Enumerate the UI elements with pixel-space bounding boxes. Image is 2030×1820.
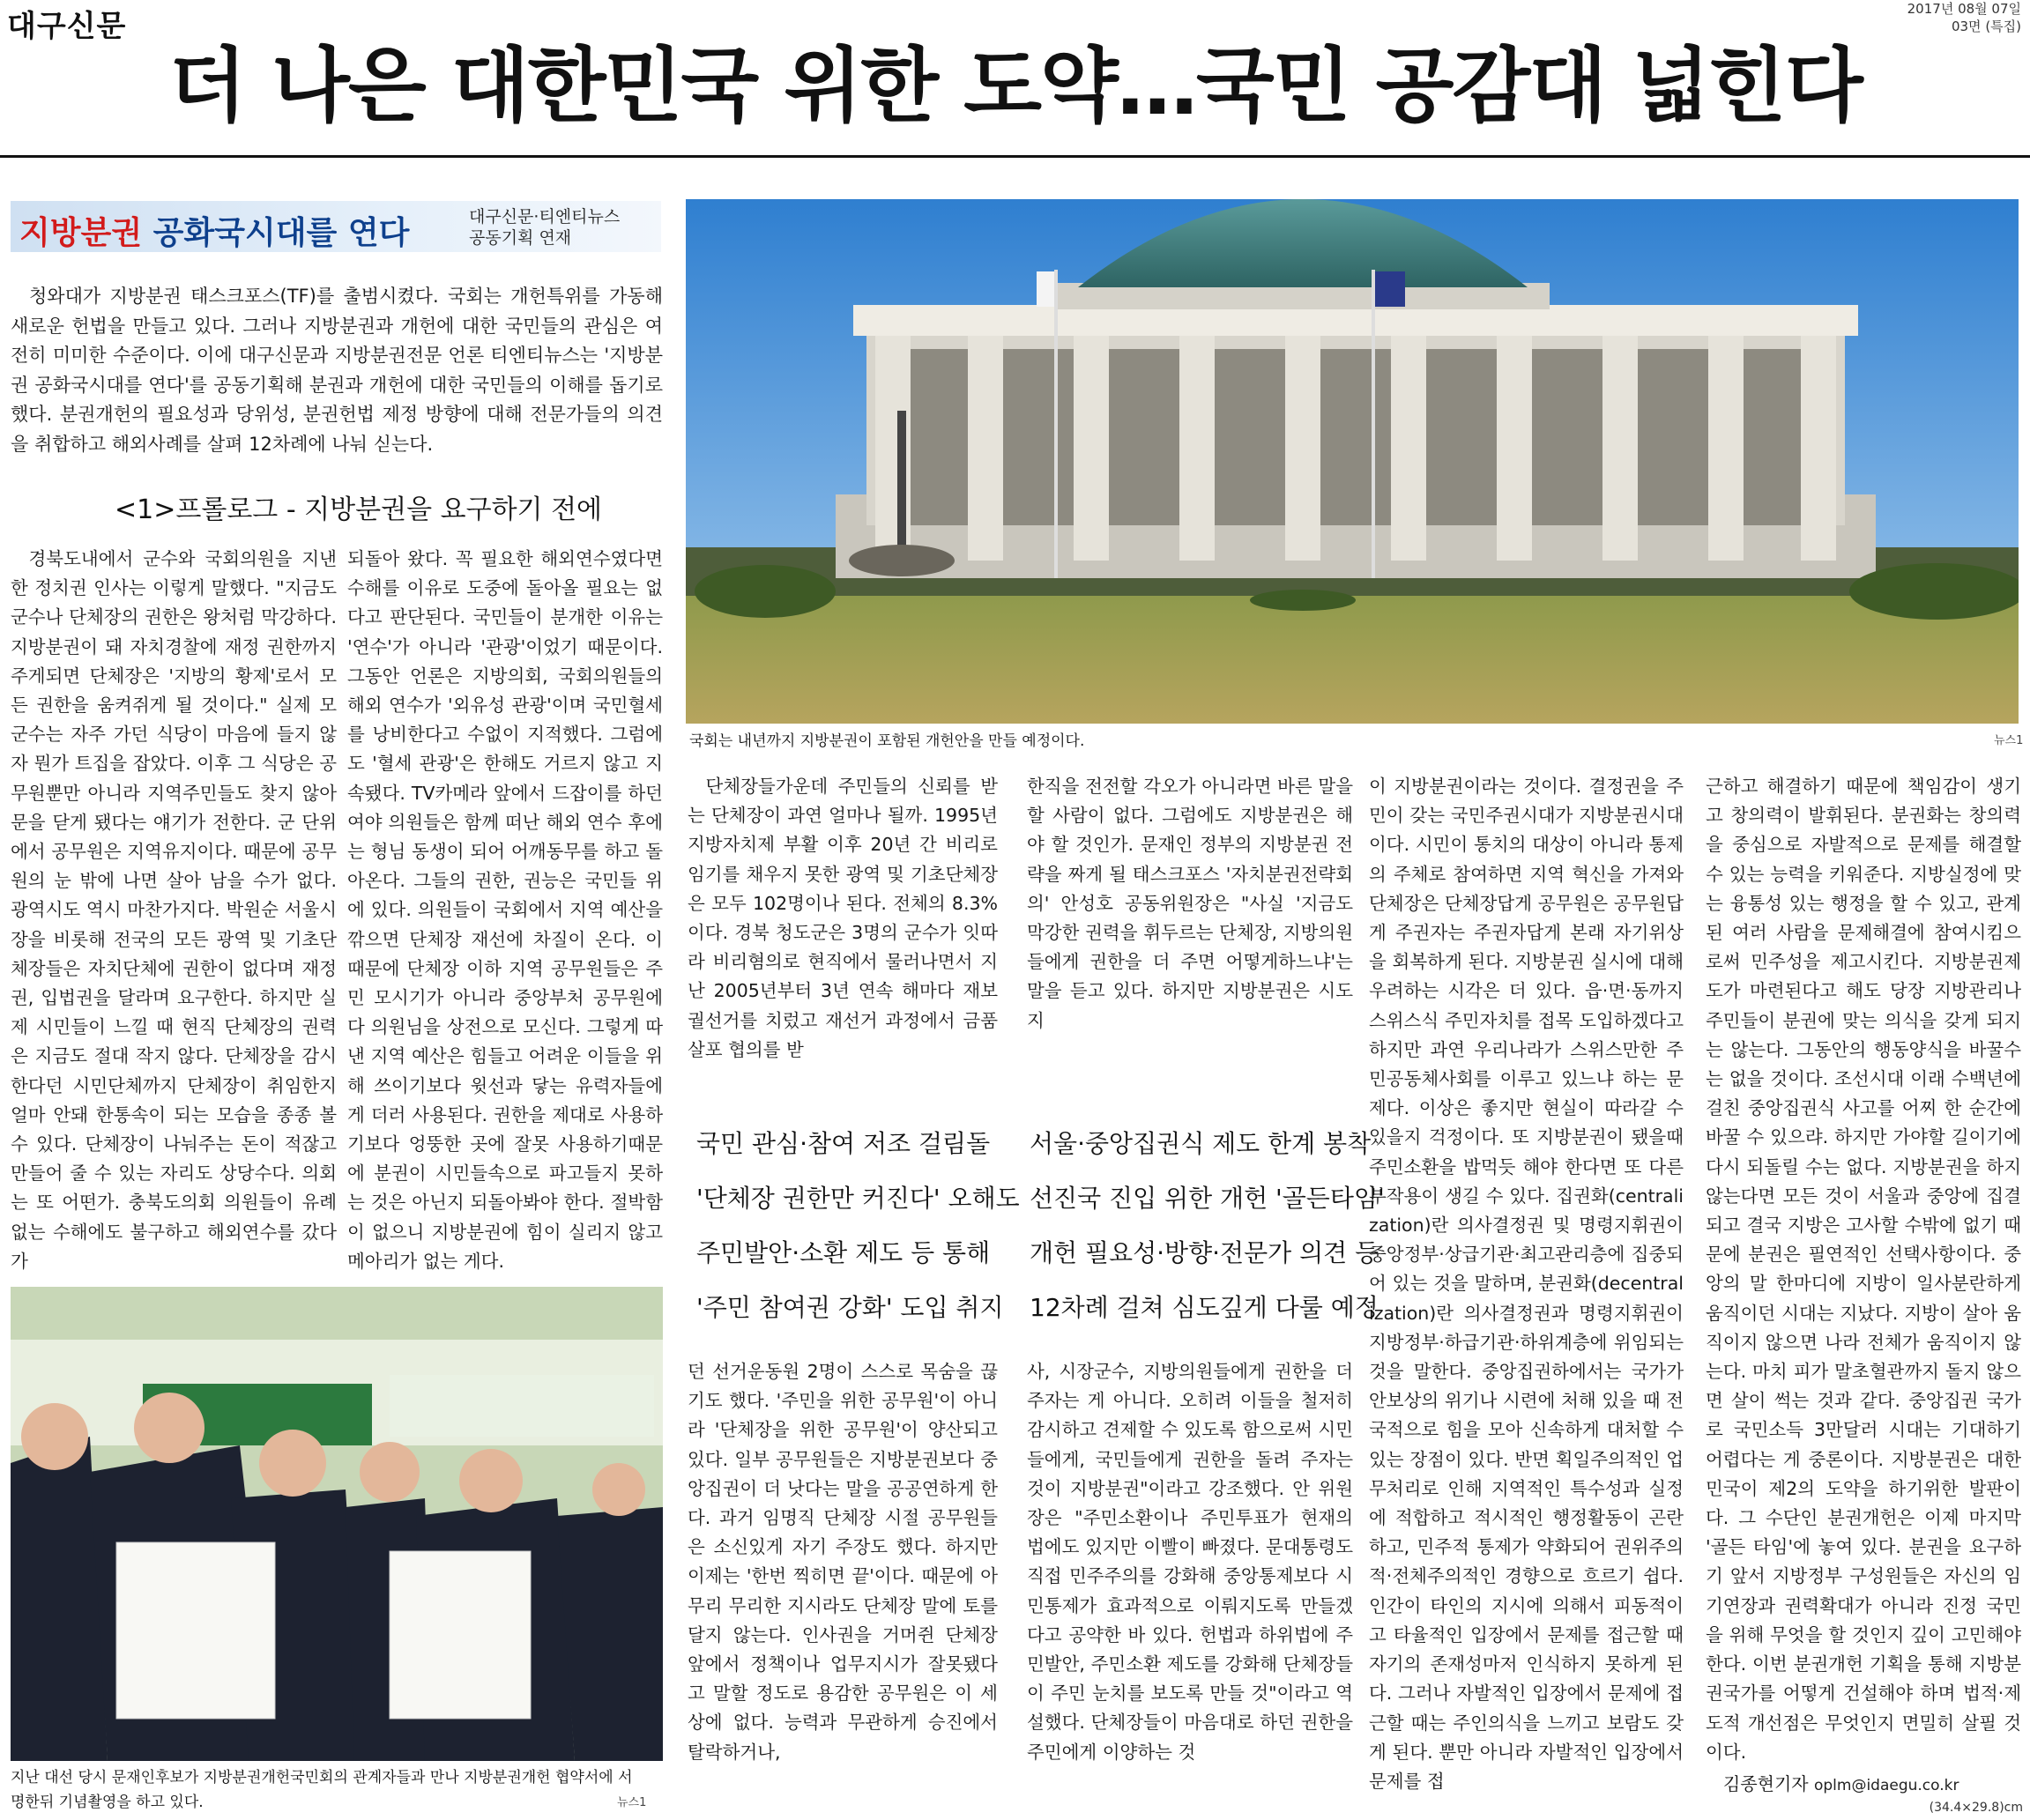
signing-ceremony-photo — [11, 1287, 663, 1761]
issue-date: 2017년 08월 07일 — [1907, 1, 2021, 17]
national-assembly-illustration — [686, 199, 2019, 724]
intro-text: 청와대가 지방분권 태스크포스(TF)를 출범시켰다. 국회는 개헌특위를 가동해 새로운 헌법을 만들고 있다. 그러나 지방분권과 개헌에 대한 국민들의 관심은 여전히 미미한 수준이다. 이에 대구신문과 지방분권전문 언론 티엔티뉴스는 '지방분권 공화국시대를 연다'를 공동기획해 분권과 개헌에 대한 국민들의 이해를 돕기로했다. 분권개헌의 필요성과 당위성, 분권헌법 제정 방향에 대해 전문가들의 의견을 취합하고 해외사례를 살펴 12차례에 나눠 싣는다. — [11, 286, 663, 455]
top-photo-caption: 국회는 내년까지 지방분권이 포함된 개헌안을 만들 예정이다. — [689, 732, 1085, 750]
article-column-4 — [1027, 772, 1353, 1036]
series-subtitle — [469, 206, 620, 249]
column-text: 경북도내에서 군수와 국회의원을 지낸 한 정치권 인사는 이렇게 말했다. "지금도 군수나 단체장의 권한은 왕처럼 막강하다. 지방분권이 돼 자치경찰에 재정 권한까지 주게되면 단체장은 '지방의 황제'로서 모든 권한을 움켜쥐게 될 것이다." 실제 모 군수는 자주 가던 식당이 마음에 들지 않자 뭔가 트집을 잡았다. 이후 그 식당은 공무원뿐만 아니라 지역주민들도 찾지 않아 문을 닫게 됐다는 얘기가 전한다. 군 단위에서 공무원은 지역유지이다. 때문에 공무원의 눈 밖에 나면 살아 남을 수가 없다. 광역시도 역시 마찬가지다. 박원순 서울시장을 비롯해 전국의 모든 광역 및 기초단체장들은 자치단체에 권한이 없다며 재정권, 입법권을 달라며 요구한다. 하지만 실제 시민들이 느낄 때 현직 단체장의 권력은 지금도 절대 작지 않다. 단체장을 감시한다던 시민단체까지 단체장이 취임한지 얼마 안돼 한통속이 되는 모습을 종종 볼 수 있다. 단체장이 나눠주는 돈이 적잖고 만들어 줄 수 있는 자리도 상당수다. 의회는 또 어떤가. 충북도의회 의원들이 유례없는 수해에도 불구하고 해외연수를 갔다가 — [11, 548, 337, 1272]
issue-info — [1907, 0, 2021, 35]
article-column-1 — [11, 545, 337, 1276]
article-column-3 — [688, 772, 998, 1065]
column-text: 이 지방분권이라는 것이다. 결정권을 주민이 갖는 국민주권시대가 지방분권시대이다. 시민이 통치의 대상이 아니라 통제의 주체로 참여하면 지역 혁신을 가져와 단체장은 단체장답게 공무원은 공무원답게 주권자는 주권자답게 본래 자기위상을 회복하게 된다. 지방분권 실시에 대해 우려하는 시각은 더 있다. 읍·면·동까지 스위스식 주민자치를 접목 도입하겠다고 하지만 과연 우리나라가 스위스만한 주민공동체사회를 이루고 있느냐 하는 문제다. 이상은 좋지만 현실이 따라갈 수 있을지 걱정이다. 또 지방분권이 됐을때 주민소환을 밥먹듯 해야 한다면 또 다른 부작용이 생길 수 있다. 집권화(centralization)란 의사결정권 및 명령지휘권이 중앙정부·상급기관·최고관리층에 집중되어 있는 것을 말하며, 분권화(decentralization)란 의사결정권과 명령지휘권이 지방정부·하급기관·하위계층에 위임되는 것을 말한다. 중앙집권하에서는 국가가 안보상의 위기나 시련에 처해 있을 때 전국적으로 힘을 모아 신속하게 대처할 수 있는 장점이 있다. 반면 획일주의적인 업무처리로 인해 지역적인 특수성과 실정에 적합하고 적시적인 행정활동이 곤란하고, 민주적 통제가 약화되어 권위주의적·전체주의적인 경향으로 흐르기 쉽다. 인간이 타인의 지시에 의해서 피동적이고 타율적인 입장에서 문제를 접근할 때 자기의 존재성마저 인식하지 못하게 된다. 그러나 자발적인 입장에서 문제에 접근할 때는 주인의식을 느끼고 보람도 갖게 된다. 뿐만 아니라 자발적인 입장에서 문제를 접 — [1369, 776, 1684, 1792]
series-title — [19, 208, 409, 253]
issue-page: 03면 (특집) — [1951, 19, 2021, 34]
article-column-2 — [347, 545, 663, 1276]
bottom-photo-caption: 지난 대선 당시 문재인후보가 지방분권개헌국민회의 관계자들과 만나 지방분권개헌 협약서에 서명한뒤 기념촬영을 하고 있다. — [11, 1769, 633, 1811]
article-column-3-continued — [688, 1357, 998, 1767]
pull-quote-line: 주민발안·소환 제도 등 통해 — [696, 1238, 991, 1267]
pull-quote-line: 국민 관심·참여 저조 걸림돌 — [696, 1129, 991, 1158]
top-photo-credit: 뉴스1 — [1994, 734, 2024, 747]
national-assembly-photo — [686, 199, 2019, 724]
pull-quote-left — [696, 1117, 1020, 1335]
pull-quote-line: 12차례 걸쳐 심도깊게 다룰 예정 — [1030, 1293, 1379, 1322]
pull-quote-line: 선진국 진입 위한 개헌 '골든타임' — [1030, 1184, 1385, 1213]
series-title-red: 지방분권 — [19, 215, 143, 251]
article-column-4-continued — [1027, 1357, 1353, 1767]
series-title-blue: 공화국시대를 연다 — [142, 215, 410, 251]
signing-ceremony-illustration — [11, 1287, 663, 1761]
pull-quote-line: '단체장 권한만 커진다' 오해도 — [696, 1184, 1020, 1213]
reporter-name: 김종현기자 — [1723, 1773, 1809, 1794]
column-text: 사, 시장군수, 지방의원들에게 권한을 더 주자는 게 아니다. 오히려 이들을 철저히 감시하고 견제할 수 있도록 함으로써 시민들에게, 국민들에게 권한을 돌려 주자는 것이 지방분권"이라고 강조했다. 안 위원장은 "주민소환이나 주민투표가 현재의 법에도 있지만 이빨이 빠졌다. 문대통령도 직접 민주주의를 강화해 중앙통제보다 시민통제가 효과적으로 이뤄지도록 만들겠다고 공약한 바 있다. 헌법과 하위법에 주민발안, 주민소환 제도를 강화해 단체장들이 주민 눈치를 보도록 만들 것"이라고 역설했다. 단체장들이 마음대로 하던 권한을 주민에게 이양하는 것 — [1027, 1361, 1353, 1763]
column-text: 한직을 전전할 각오가 아니라면 바른 말을 할 사람이 없다. 그럼에도 지방분권은 해야 할 것인가. 문재인 정부의 지방분권 전략을 짜게 될 태스크포스 '자치분권전략회의' 안성호 공동위원장은 "사실 '지금도 막강한 권력을 휘두르는 단체장, 지방의원들에게 권한을 더 주면 어떻게하느냐'는 말을 듣고 있다. 하지만 지방분권은 시도지 — [1027, 776, 1353, 1031]
headline-rule — [0, 155, 2030, 158]
newspaper-name: 대구신문 — [7, 9, 127, 44]
series-subtitle-line2: 공동기획 연재 — [469, 228, 572, 248]
section-heading: <1>프롤로그 - 지방분권을 요구하기 전에 — [115, 494, 603, 525]
column-text: 되돌아 왔다. 꼭 필요한 해외연수였다면 수해를 이유로 도중에 돌아올 필요는 없다고 판단된다. 국민들이 분개한 이유는 '연수'가 아니라 '관광'이었기 때문이다. 그동안 언론은 지방의회, 국회의원들의 해외 연수가 '외유성 관광'이며 국민혈세를 낭비한다고 수없이 지적했다. 그럼에도 '혈세 관광'은 한해도 거르지 않고 지속됐다. TV카메라 앞에서 드잡이를 하던 여야 의원들은 함께 떠난 해외 연수 후에는 형님 동생이 되어 어깨동무를 하고 돌아온다. 그들의 권한, 권능은 국민들 위에 있다. 의원들이 국회에서 지역 예산을 깎으면 단체장 재선에 차질이 온다. 이 때문에 단체장 이하 지역 공무원들은 주민 모시기가 아니라 중앙부처 공무원에 다 의원님을 상전으로 모신다. 그렇게 따낸 지역 예산은 힘들고 어려운 이들을 위해 쓰이기보다 윗선과 닿는 유력자들에게 더러 사용된다. 권한을 제대로 사용하기보다 엉뚱한 곳에 잘못 사용하기때문에 분권이 시민들속으로 파고들지 못하는 것은 아닌지 되돌아봐야 한다. 절박함이 없으니 지방분권에 힘이 실리지 않고 메아리가 없는 게다. — [347, 548, 663, 1272]
pull-quote-right — [1030, 1117, 1385, 1335]
intro-paragraph — [11, 282, 663, 459]
headline: 더 나은 대한민국 위한 도약…국민 공감대 넓힌다 — [168, 39, 1862, 133]
article-column-5 — [1369, 772, 1684, 1796]
column-text: 근하고 해결하기 때문에 책임감이 생기고 창의력이 발휘된다. 분권화는 창의력을 중심으로 자발적으로 문제를 해결할 수 있는 능력을 키워준다. 지방실정에 맞는 융통성 있는 행정을 할 수 있고, 관계된 여러 사람을 문제해결에 참여시킴으로써 민주성을 제고시킨다. 지방분권제도가 마련된다고 해도 당장 지방관리나 주민들이 분권에 맞는 의식을 갖게 되지는 않는다. 그동안의 행동양식을 바꿀수는 없을 것이다. 조선시대 이래 수백년에 걸친 중앙집권식 사고를 어찌 한 순간에 바꿀 수 있으랴. 하지만 가야할 길이기에 다시 되돌릴 수는 없다. 지방분권을 하지 않는다면 모든 것이 서울과 중앙에 집결되고 결국 지방은 고사할 수밖에 없기 때문에 분권은 필연적인 선택사항이다. 중앙의 말 한마디에 지방이 일사분란하게 움직이던 시대는 지났다. 지방이 살아 움직이지 않으면 나라 전체가 움직이지 않는다. 마치 피가 말초혈관까지 돌지 않으면 살이 썩는 것과 같다. 중앙집권 국가로 국민소득 3만달러 시대는 기대하기 어렵다는 게 중론이다. 지방분권은 대한민국이 제2의 도약을 하기위한 발판이다. 그 수단인 분권개헌은 이제 마지막 '골든 타임'에 놓여 있다. 분권을 요구하기 앞서 지방정부 구성원들은 자신의 임기연장과 권력확대가 아니라 진정 국민을 위해 무엇을 할 것인지 깊이 고민해야 한다. 이번 분권개헌 기획을 통해 지방분권국가를 어떻게 건설해야 하며 법적·제도적 개선점은 무엇인지 면밀히 살필 것이다. — [1706, 776, 2021, 1763]
pull-quote-line: 개헌 필요성·방향·전문가 의견 등 — [1030, 1238, 1379, 1267]
column-text: 단체장들가운데 주민들의 신뢰를 받는 단체장이 과연 얼마나 될까. 1995년 지방자치제 부활 이후 20년 간 비리로 임기를 채우지 못한 광역 및 기초단체장은 모두 102명이나 된다. 전체의 8.3%이다. 경북 청도군은 3명의 군수가 잇따라 비리혐의로 현직에서 물러나면서 지난 2005년부터 3년 연속 해마다 재보궐선거를 치렀고 재선거 과정에서 금품살포 협의를 받 — [688, 776, 998, 1060]
article-column-6 — [1706, 772, 2021, 1767]
series-subtitle-line1: 대구신문·티엔티뉴스 — [469, 207, 621, 227]
bottom-photo-credit: 뉴스1 — [617, 1796, 647, 1809]
pull-quote-line: '주민 참여권 강화' 도입 취지 — [696, 1293, 1004, 1322]
reporter-email[interactable]: oplm@idaegu.co.kr — [1813, 1777, 1959, 1794]
article-dimensions: (34.4×29.8)cm — [1929, 1801, 2023, 1815]
byline — [1723, 1770, 1959, 1795]
pull-quote-line: 서울·중앙집권식 제도 한계 봉착 — [1030, 1129, 1372, 1158]
column-text: 던 선거운동원 2명이 스스로 목숨을 끊기도 했다. '주민을 위한 공무원'이 아니라 '단체장을 위한 공무원'이 양산되고 있다. 일부 공무원들은 지방분권보다 중앙집권이 더 낫다는 말을 공공연하게 한다. 과거 임명직 단체장 시절 공무원들은 소신있게 자기 주장도 했다. 하지만 이제는 '한번 찍히면 끝'이다. 때문에 아무리 무리한 지시라도 단체장 말에 토를 달지 않는다. 인사권을 거머쥔 단체장 앞에서 정책이나 업무지시가 잘못됐다고 말할 정도로 용감한 공무원은 이 세상에 없다. 능력과 무관하게 승진에서 탈락하거나, — [688, 1361, 998, 1763]
